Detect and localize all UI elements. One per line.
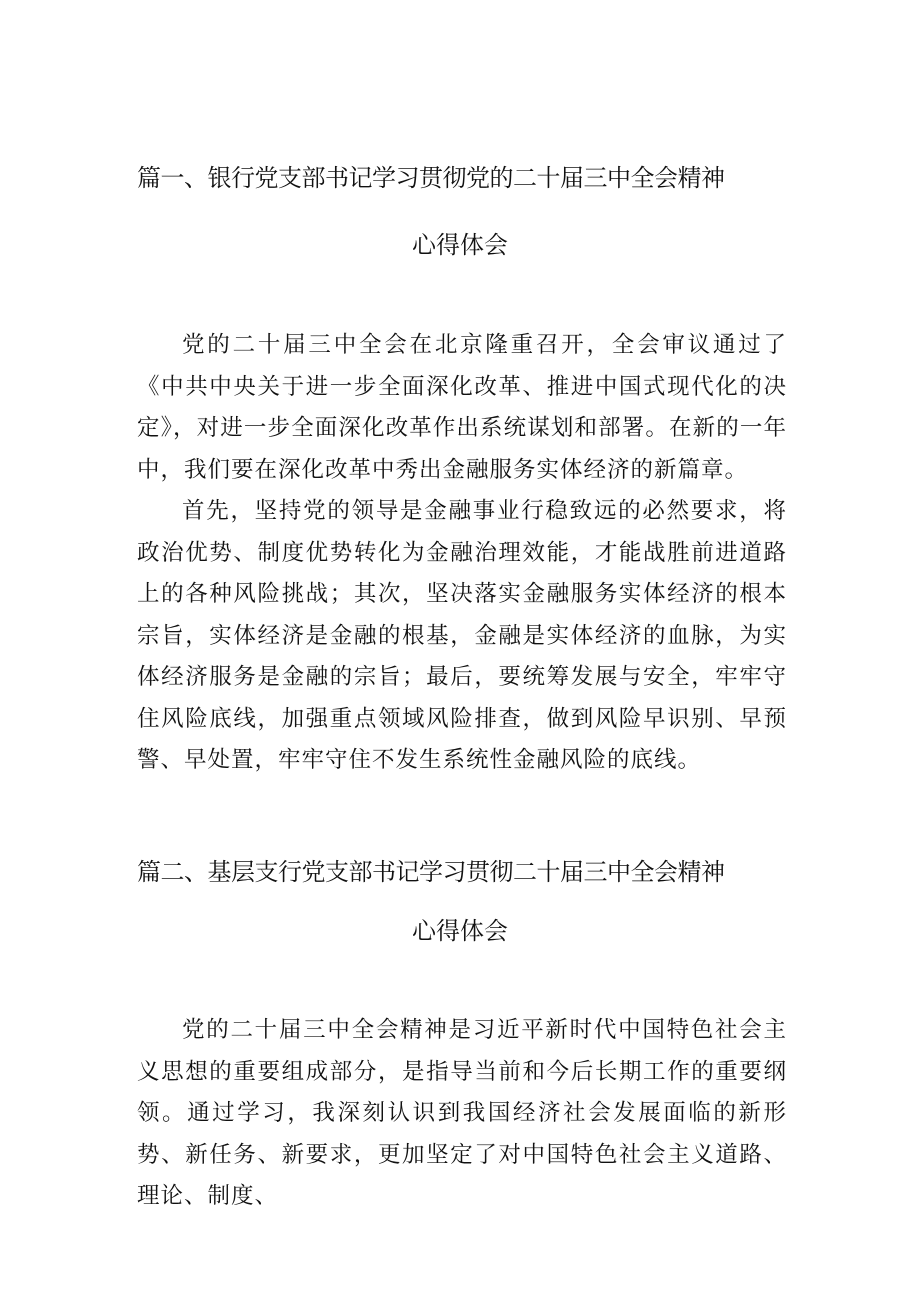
section-2-paragraph-1: 党的二十届三中全会精神是习近平新时代中国特色社会主义思想的重要组成部分，是指导当前和今后长期工作的重要纲领。通过学习，我深刻认识到我国经济社会发展面临的新形势、新任务、新要求，更加坚定了对中国特色社会主义道路、理论、制度、 — [137, 1017, 787, 1209]
section-1-paragraph-1: 党的二十届三中全会在北京隆重召开，全会审议通过了《中共中央关于进一步全面深化改革、推进中国式现代化的决定》，对进一步全面深化改革作出系统谋划和部署。在新的一年中，我们要在深化改革中秀出金融服务实体经济的新篇章。 — [137, 332, 787, 483]
section-1-title: 篇一、银行党支部书记学习贯彻党的二十届三中全会精神 — [137, 164, 725, 192]
section-1-paragraph-2: 首先，坚持党的领导是金融事业行稳致远的必然要求，将政治优势、制度优势转化为金融治理效能，才能战胜前进道路上的各种风险挑战；其次，坚决落实金融服务实体经济的根本宗旨，实体经济是金融的根基，金融是实体经济的血脉，为实体经济服务是金融的宗旨；最后，要统筹发展与安全，牢牢守住风险底线，加强重点领域风险排查，做到风险早识别、早预警、早处置，牢牢守住不发生系统性金融风险的底线。 — [137, 498, 787, 773]
section-1-subtitle: 心得体会 — [412, 231, 508, 259]
section-2-title: 篇二、基层支行党支部书记学习贯彻二十届三中全会精神 — [137, 858, 725, 886]
section-2-subtitle: 心得体会 — [412, 917, 508, 945]
